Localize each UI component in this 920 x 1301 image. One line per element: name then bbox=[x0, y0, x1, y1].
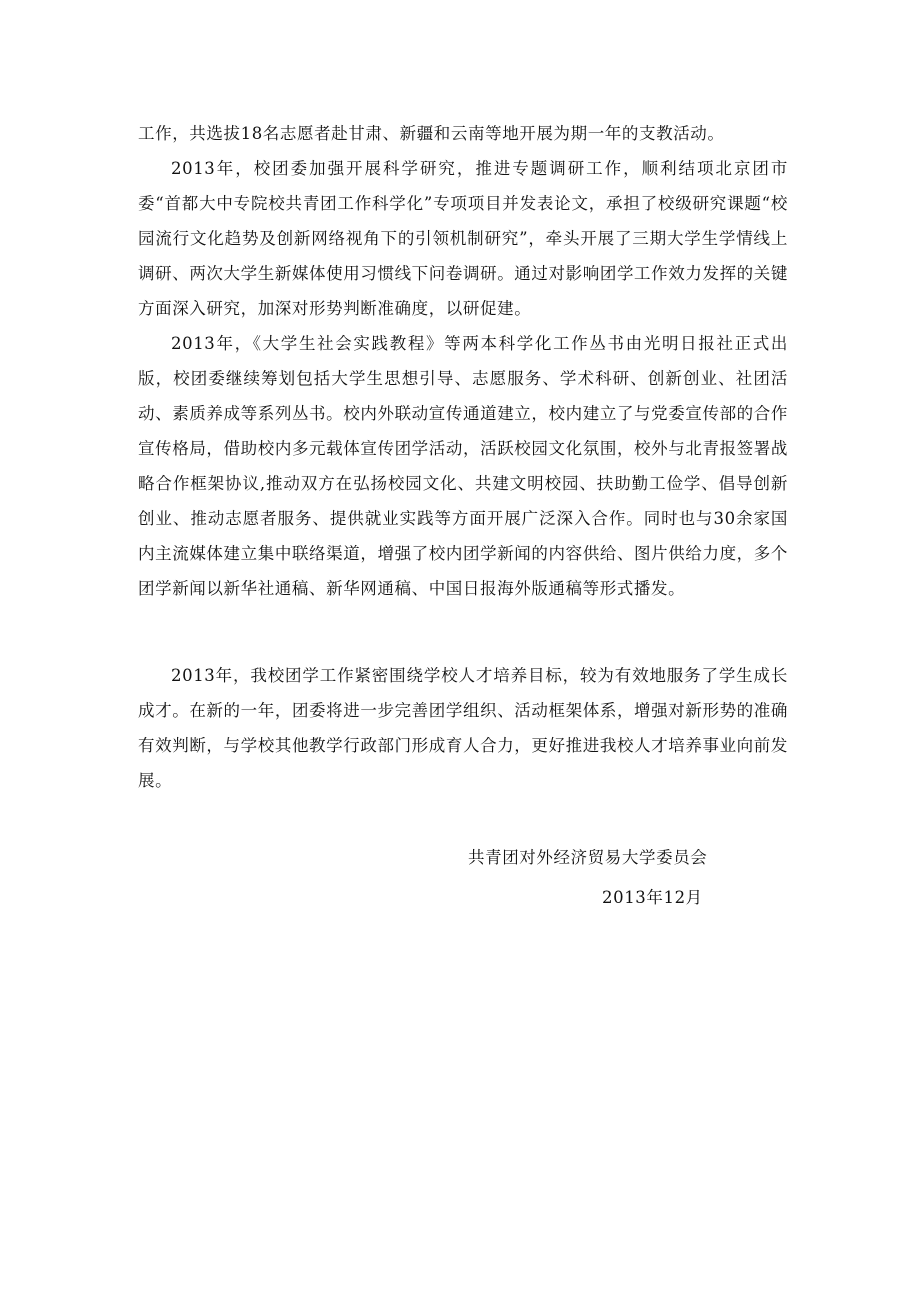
signature-date: 2013年12月 bbox=[602, 888, 703, 907]
paragraph-4: 2013年，我校团学工作紧密围绕学校人才培养目标，较为有效地服务了学生成长成才。在新的一年，团委将进一步完善团学组织、活动框架体系，增强对新形势的准确有效判断，与学校其他教学行政部门形成育人合力，更好推进我校人才培养事业向前发展。 bbox=[138, 666, 788, 790]
paragraph-2: 2013年，校团委加强开展科学研究，推进专题调研工作，顺利结项北京团市委“首都大中专院校共青团工作科学化”专项项目并发表论文，承担了校级研究课题“校园流行文化趋势及创新网络视角下的引领机制研究”，牵头开展了三期大学生学情线上调研、两次大学生新媒体使用习惯线下问卷调研。通过对影响团学工作效力发挥的关键方面深入研究，加深对形势判断准确度，以研促建。 bbox=[138, 159, 788, 318]
paragraph-3: 2013年，《大学生社会实践教程》等两本科学化工作丛书由光明日报社正式出版，校团委继续筹划包括大学生思想引导、志愿服务、学术科研、创新创业、社团活动、素质养成等系列丛书。校内外联动宣传通道建立，校内建立了与党委宣传部的合作宣传格局，借助校内多元载体宣传团学活动，活跃校园文化氛围，校外与北青报签署战略合作框架协议,推动双方在弘扬校园文化、共建文明校园、扶助勤工俭学、倡导创新创业、推动志愿者服务、提供就业实践等方面开展广泛深入合作。同时也与30余家国内主流媒体建立集中联络渠道，增强了校内团学新闻的内容供给、图片供给力度，多个团学新闻以新华社通稿、新华网通稿、中国日报海外版通稿等形式播发。 bbox=[138, 334, 788, 598]
signature-organization: 共青团对外经济贸易大学委员会 bbox=[468, 848, 708, 867]
paragraph-1: 工作，共选拔18名志愿者赴甘肃、新疆和云南等地开展为期一年的支教活动。 bbox=[138, 124, 725, 143]
